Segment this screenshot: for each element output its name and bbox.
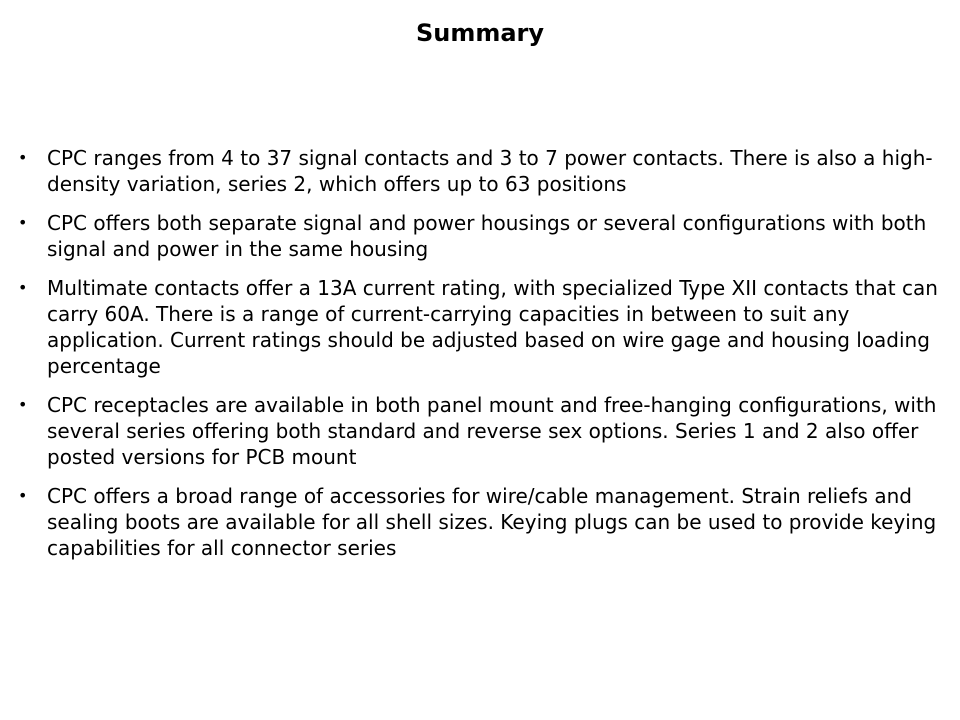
bullet-list [18, 145, 943, 574]
bullet-item-1 [18, 145, 943, 197]
bullet-text: CPC receptacles are available in both panel mount and free-hanging configurations, with several series offering both standard and reverse sex options. Series 1 and 2 also offer posted versions for PCB mount [47, 393, 937, 469]
bullet-marker: • [18, 395, 28, 414]
bullet-item-4 [18, 392, 943, 470]
bullet-item-2 [18, 210, 943, 262]
slide-title: Summary [415, 19, 545, 47]
bullet-item-3 [18, 275, 943, 379]
bullet-marker: • [18, 486, 28, 505]
bullet-marker: • [18, 278, 28, 297]
bullet-text: CPC ranges from 4 to 37 signal contacts and 3 to 7 power contacts. There is also a high-density variation, series 2, which offers up to 63 positions [47, 146, 933, 196]
bullet-marker: • [18, 148, 28, 167]
bullet-text: CPC offers both separate signal and power housings or several configurations with both signal and power in the same housing [47, 211, 927, 261]
bullet-item-5 [18, 483, 943, 561]
bullet-marker: • [18, 213, 28, 232]
bullet-text: Multimate contacts offer a 13A current rating, with specialized Type XII contacts that can carry 60A. There is a range of current-carrying capacities in between to suit any application. Current ratings should be adjusted based on wire gage and housing loading percentage [47, 276, 938, 378]
bullet-text: CPC offers a broad range of accessories for wire/cable management. Strain reliefs and sealing boots are available for all shell sizes. Keying plugs can be used to provide keying capabilities for all connector series [47, 484, 937, 560]
